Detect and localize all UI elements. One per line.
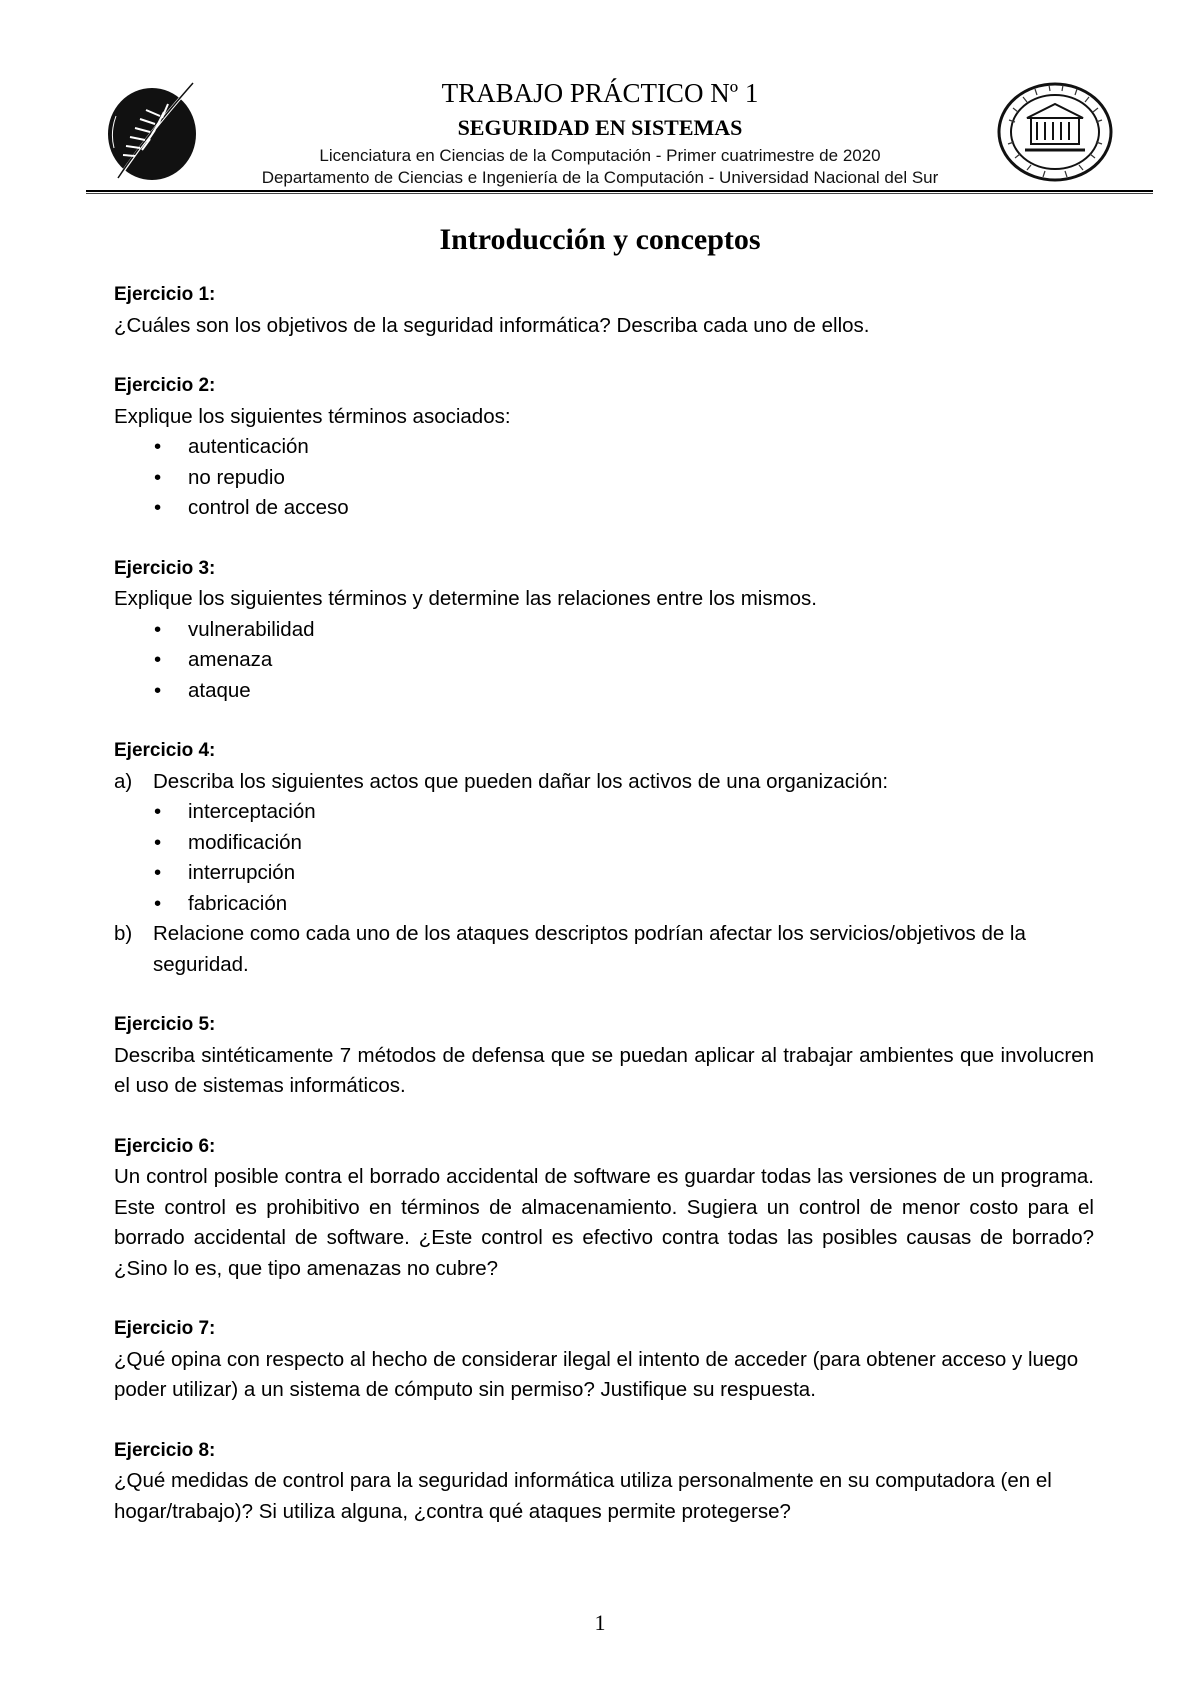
exercise-text: Relacione como cada uno de los ataques descriptos podrían afectar los servicios/objetivos de la seguridad. [153, 922, 1026, 976]
bullet-list [114, 432, 1094, 524]
exercise-heading: Ejercicio 6: [114, 1135, 216, 1157]
exercise-heading: Ejercicio 4: [114, 740, 216, 761]
bullet-icon: • [154, 617, 162, 641]
exercise-4 [114, 736, 1094, 980]
exercise-6 [114, 1132, 1094, 1285]
exercise-heading: Ejercicio 1: [114, 284, 216, 305]
exercise-list [114, 280, 1094, 1557]
bullet-icon: • [154, 800, 162, 823]
exercise-heading: Ejercicio 8: [114, 1439, 216, 1461]
exercise-text: ¿Qué medidas de control para la seguridad informática utiliza personalmente en su computadora (en el hogar/trabajo)? Si utiliza alguna, ¿contra qué ataques permite protegerse? [114, 1469, 1052, 1523]
list-item: • interrupción [114, 858, 1094, 889]
list-item: • fabricación [114, 889, 1094, 920]
exercise-text: Describa los siguientes actos que pueden dañar los activos de una organización: [153, 769, 889, 793]
exercise-text: Un control posible contra el borrado accidental de software es guardar todas las versiones de un programa. Este control es prohibitivo en términos de almacenamiento. Sugiera un control de menor costo para el borrado accidental de software. ¿Este control es efectivo contra todas las posibles causas de borrado? ¿Sino lo es, que tipo amenazas no cubre? [114, 1165, 1094, 1280]
exercise-text: ¿Qué opina con respecto al hecho de considerar ilegal el intento de acceder (para obtener acceso y luego poder utilizar) a un sistema de cómputo sin permiso? Justifique su respuesta. [114, 1347, 1079, 1401]
bullet-icon: • [154, 435, 162, 458]
exercise-1 [114, 280, 1094, 341]
bullet-icon: • [154, 891, 162, 915]
exercise-text: Explique los siguientes términos y determine las relaciones entre los mismos. [114, 587, 818, 610]
bullet-icon: • [154, 678, 162, 702]
exercise-part-a [114, 767, 1094, 798]
bullet-list [114, 797, 1094, 919]
bullet-icon: • [154, 830, 162, 854]
bullet-icon: • [154, 861, 162, 884]
exercise-text: ¿Cuáles son los objetivos de la seguridad informática? Describa cada uno de ellos. [114, 313, 870, 337]
header-department-line: Departamento de Ciencias e Ingeniería de la Computación - Universidad Nacional del Sur [261, 168, 939, 187]
university-seal-icon [995, 80, 1115, 185]
header-title: TRABAJO PRÁCTICO Nº 1 [441, 78, 759, 108]
list-item: • vulnerabilidad [114, 615, 1094, 646]
document-title: Introducción y conceptos [439, 223, 761, 256]
exercise-heading: Ejercicio 2: [114, 375, 216, 396]
university-emblem-icon [100, 76, 210, 186]
header-divider-thin [86, 193, 1153, 194]
part-marker: b) [114, 922, 133, 945]
exercise-5 [114, 1010, 1094, 1102]
header-divider [86, 190, 1153, 192]
bullet-icon: • [154, 465, 162, 489]
list-item: • amenaza [114, 645, 1094, 676]
list-item: • modificación [114, 828, 1094, 859]
exercise-text: Describa sintéticamente 7 métodos de defensa que se puedan aplicar al trabajar ambientes que involucren el uso de sistemas informáticos. [114, 1043, 1094, 1097]
exercise-heading: Ejercicio 5: [114, 1014, 216, 1035]
page-number: 1 [594, 1610, 606, 1635]
part-marker: a) [114, 769, 133, 793]
exercise-text: Explique los siguientes términos asociados: [114, 404, 511, 428]
exercise-3 [114, 554, 1094, 707]
bullet-list [114, 615, 1094, 707]
list-item: • ataque [114, 676, 1094, 707]
exercise-7 [114, 1314, 1094, 1406]
exercise-2 [114, 371, 1094, 524]
header-subtitle: SEGURIDAD EN SISTEMAS [457, 115, 743, 140]
list-item: • control de acceso [114, 493, 1094, 524]
exercise-part-b [114, 919, 1094, 980]
bullet-icon: • [154, 496, 162, 519]
exercise-8 [114, 1436, 1094, 1528]
exercise-heading: Ejercicio 3: [114, 557, 216, 579]
list-item: • interceptación [114, 797, 1094, 828]
header-course-line: Licenciatura en Ciencias de la Computación - Primer cuatrimestre de 2020 [319, 146, 881, 165]
exercise-heading: Ejercicio 7: [114, 1318, 216, 1339]
list-item: • autenticación [114, 432, 1094, 463]
bullet-icon: • [154, 648, 162, 671]
list-item: • no repudio [114, 463, 1094, 494]
